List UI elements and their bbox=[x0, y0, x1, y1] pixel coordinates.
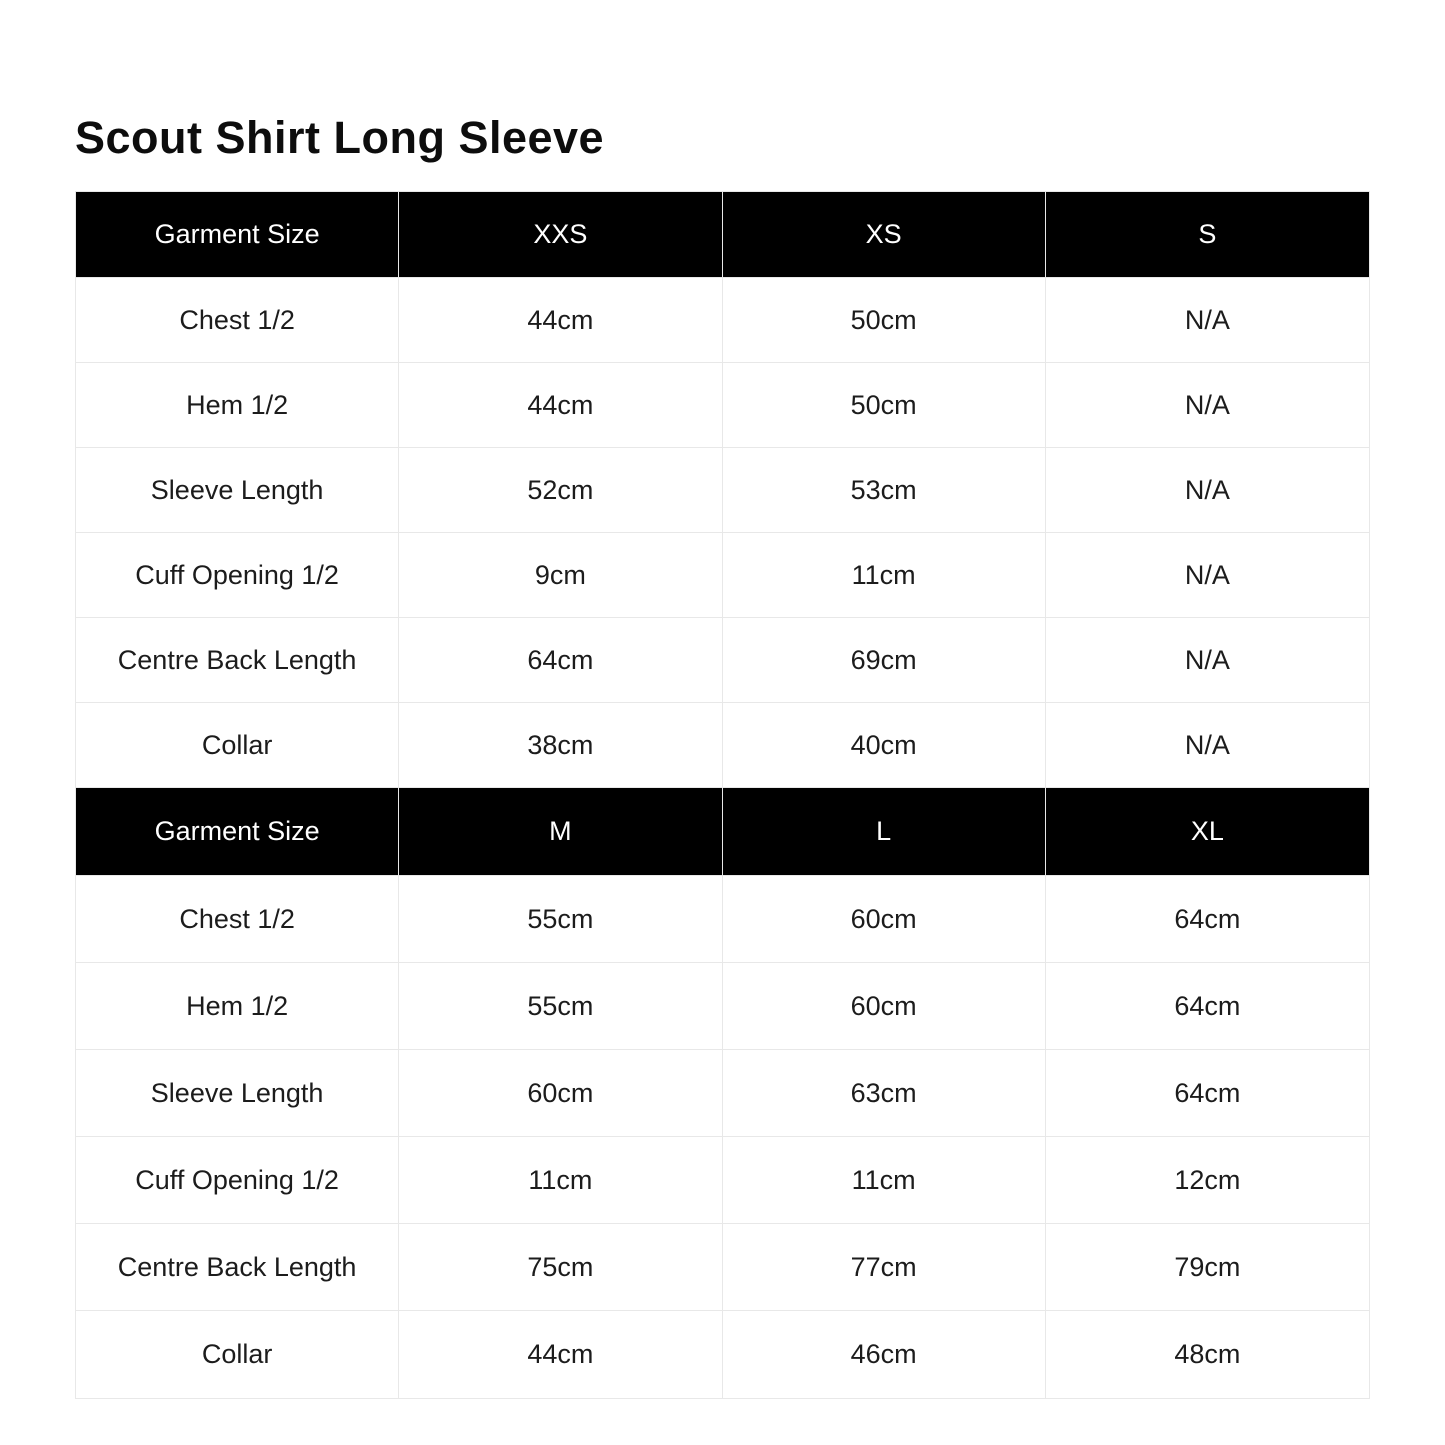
size-chart-header-row-xxs-s bbox=[76, 192, 1369, 278]
cell-value: 64cm bbox=[1046, 876, 1369, 963]
cell-value: 12cm bbox=[1046, 1137, 1369, 1224]
header-cell-l: L bbox=[723, 788, 1046, 876]
row-label: Collar bbox=[76, 703, 399, 788]
page-title: Scout Shirt Long Sleeve bbox=[75, 112, 605, 163]
table-row-collar bbox=[76, 1311, 1369, 1398]
cell-value: 11cm bbox=[399, 1137, 722, 1224]
row-label: Centre Back Length bbox=[76, 1224, 399, 1311]
cell-value: N/A bbox=[1046, 533, 1369, 618]
cell-value: 60cm bbox=[723, 876, 1046, 963]
row-label: Centre Back Length bbox=[76, 618, 399, 703]
cell-value: 63cm bbox=[723, 1050, 1046, 1137]
cell-value: N/A bbox=[1046, 618, 1369, 703]
cell-value: N/A bbox=[1046, 363, 1369, 448]
cell-value: 55cm bbox=[399, 963, 722, 1050]
table-row-hem bbox=[76, 363, 1369, 448]
cell-value: 44cm bbox=[399, 363, 722, 448]
row-label: Hem 1/2 bbox=[76, 963, 399, 1050]
cell-value: 53cm bbox=[723, 448, 1046, 533]
size-chart-header-row-m-xl bbox=[76, 788, 1369, 876]
row-label: Collar bbox=[76, 1311, 399, 1398]
table-row-hem bbox=[76, 963, 1369, 1050]
row-label: Sleeve Length bbox=[76, 448, 399, 533]
header-cell-xs: XS bbox=[723, 192, 1046, 278]
table-row-sleeve-length bbox=[76, 1050, 1369, 1137]
header-cell-xxs: XXS bbox=[399, 192, 722, 278]
table-row-cuff-opening bbox=[76, 533, 1369, 618]
cell-value: 77cm bbox=[723, 1224, 1046, 1311]
cell-value: 46cm bbox=[723, 1311, 1046, 1398]
table-row-centre-back-length bbox=[76, 1224, 1369, 1311]
table-row-sleeve-length bbox=[76, 448, 1369, 533]
cell-value: 50cm bbox=[723, 363, 1046, 448]
row-label: Sleeve Length bbox=[76, 1050, 399, 1137]
header-cell-m: M bbox=[399, 788, 722, 876]
row-label: Cuff Opening 1/2 bbox=[76, 533, 399, 618]
cell-value: N/A bbox=[1046, 278, 1369, 363]
cell-value: 64cm bbox=[1046, 1050, 1369, 1137]
size-chart-table bbox=[75, 191, 1370, 1399]
table-row-collar bbox=[76, 703, 1369, 788]
cell-value: 75cm bbox=[399, 1224, 722, 1311]
header-cell-s: S bbox=[1046, 192, 1369, 278]
cell-value: 11cm bbox=[723, 1137, 1046, 1224]
cell-value: 64cm bbox=[1046, 963, 1369, 1050]
cell-value: 55cm bbox=[399, 876, 722, 963]
cell-value: 48cm bbox=[1046, 1311, 1369, 1398]
row-label: Cuff Opening 1/2 bbox=[76, 1137, 399, 1224]
cell-value: N/A bbox=[1046, 703, 1369, 788]
cell-value: 60cm bbox=[723, 963, 1046, 1050]
row-label: Chest 1/2 bbox=[76, 876, 399, 963]
cell-value: 40cm bbox=[723, 703, 1046, 788]
cell-value: 60cm bbox=[399, 1050, 722, 1137]
table-row-chest bbox=[76, 278, 1369, 363]
header-cell-xl: XL bbox=[1046, 788, 1369, 876]
table-row-chest bbox=[76, 876, 1369, 963]
header-cell-garment-size: Garment Size bbox=[76, 192, 399, 278]
cell-value: 69cm bbox=[723, 618, 1046, 703]
cell-value: 44cm bbox=[399, 278, 722, 363]
cell-value: 50cm bbox=[723, 278, 1046, 363]
row-label: Hem 1/2 bbox=[76, 363, 399, 448]
cell-value: 64cm bbox=[399, 618, 722, 703]
cell-value: 9cm bbox=[399, 533, 722, 618]
header-cell-garment-size: Garment Size bbox=[76, 788, 399, 876]
table-row-centre-back-length bbox=[76, 618, 1369, 703]
cell-value: N/A bbox=[1046, 448, 1369, 533]
cell-value: 11cm bbox=[723, 533, 1046, 618]
cell-value: 79cm bbox=[1046, 1224, 1369, 1311]
table-row-cuff-opening bbox=[76, 1137, 1369, 1224]
cell-value: 44cm bbox=[399, 1311, 722, 1398]
cell-value: 52cm bbox=[399, 448, 722, 533]
row-label: Chest 1/2 bbox=[76, 278, 399, 363]
cell-value: 38cm bbox=[399, 703, 722, 788]
